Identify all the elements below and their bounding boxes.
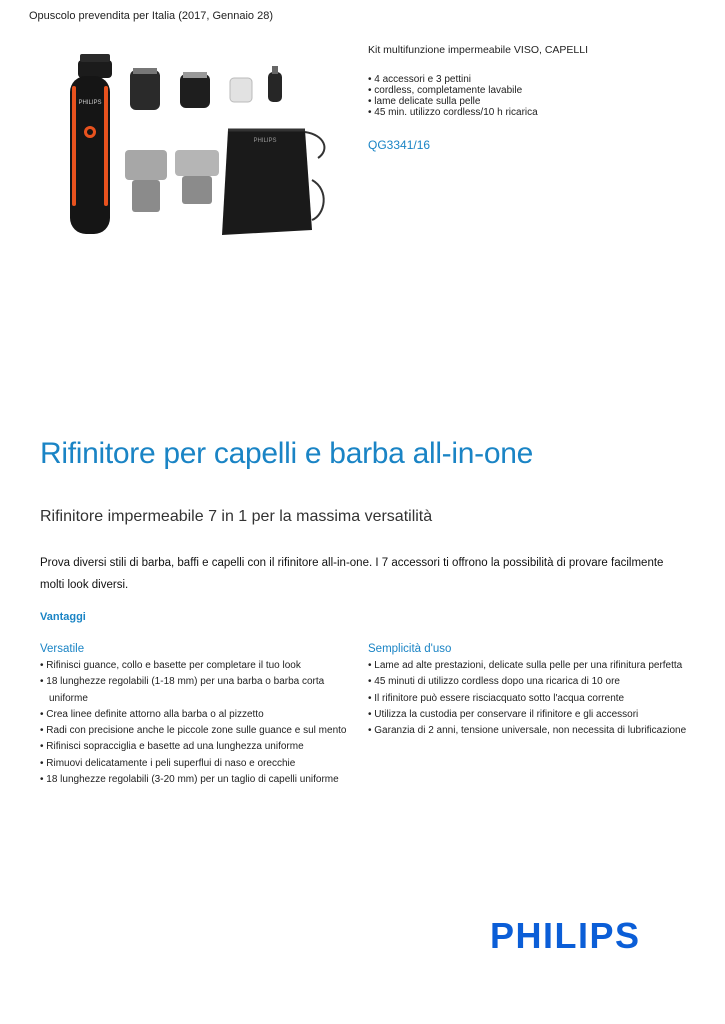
benefit-item: • 45 minuti di utilizzo cordless dopo una ricarica di 10 ore (368, 674, 688, 690)
benefit-item: • 18 lunghezze regolabili (3-20 mm) per un taglio di capelli uniforme (40, 772, 360, 788)
main-title: Rifinitore per capelli e barba all-in-one (40, 437, 533, 470)
benefit-item: • Radi con precisione anche le piccole zone sulle guance e sul mento (40, 723, 360, 739)
key-feature: • 4 accessori e 3 pettini (368, 74, 698, 85)
benefit-item: • Crea linee definite attorno alla barba o al pizzetto (40, 707, 360, 723)
benefit-item: • Utilizza la custodia per conservare il rifinitore e gli accessori (368, 707, 688, 723)
benefit-item: • Rimuovi delicatamente i peli superflui di naso e orecchie (40, 756, 360, 772)
benefit-item: • Il rifinitore può essere risciacquato sotto l'acqua corrente (368, 691, 688, 707)
benefit-item: • Garanzia di 2 anni, tensione universale, non necessita di lubrificazione (368, 723, 688, 739)
combs (125, 150, 240, 212)
key-feature: • 45 min. utilizzo cordless/10 h ricarica (368, 107, 698, 118)
benefits-title: Vantaggi (40, 611, 86, 623)
benefits-left-list (40, 658, 360, 788)
intro-paragraph: Prova diversi stili di barba, baffi e capelli con il rifinitore all-in-one. I 7 accessori ti offrono la possibilità di provare facilmente molti look diversi. (40, 557, 664, 591)
key-features-list (368, 74, 698, 118)
product-subtitle: Kit multifunzione impermeabile VISO, CAPELLI (368, 44, 589, 56)
benefits-right-column (368, 643, 688, 739)
product-image (50, 40, 350, 250)
benefit-item: • Rifinisci guance, collo e basette per completare il tuo look (40, 658, 360, 674)
benefits-right-list (368, 658, 688, 739)
trimmer-device (70, 54, 112, 234)
key-feature: • lame delicate sulla pelle (368, 96, 698, 107)
device-brand-text: PHILIPS (78, 100, 102, 106)
header-note: Opuscolo prevendita per Italia (2017, Gennaio 28) (29, 10, 273, 22)
benefits-left-column (40, 643, 360, 788)
model-code: QG3341/16 (368, 138, 431, 152)
benefits-left-heading: Versatile (40, 643, 85, 655)
accessory-heads (130, 66, 282, 110)
benefit-item: • 18 lunghezze regolabili (1-18 mm) per una barba o barba corta uniforme (40, 674, 360, 707)
benefits-right-heading: Semplicità d'uso (368, 643, 452, 655)
product-summary (368, 40, 698, 152)
benefit-item: • Rifinisci sopracciglia e basette ad una lunghezza uniforme (40, 739, 360, 755)
key-feature: • cordless, completamente lavabile (368, 85, 698, 96)
sub-headline: Rifinitore impermeabile 7 in 1 per la massima versatilità (40, 508, 433, 525)
storage-pouch (222, 130, 324, 235)
benefit-item: • Lame ad alte prestazioni, delicate sulla pelle per una rifinitura perfetta (368, 658, 688, 674)
philips-logo (490, 912, 660, 956)
logo-text: PHILIPS (490, 915, 641, 956)
pouch-brand-text: PHILIPS (253, 138, 277, 144)
